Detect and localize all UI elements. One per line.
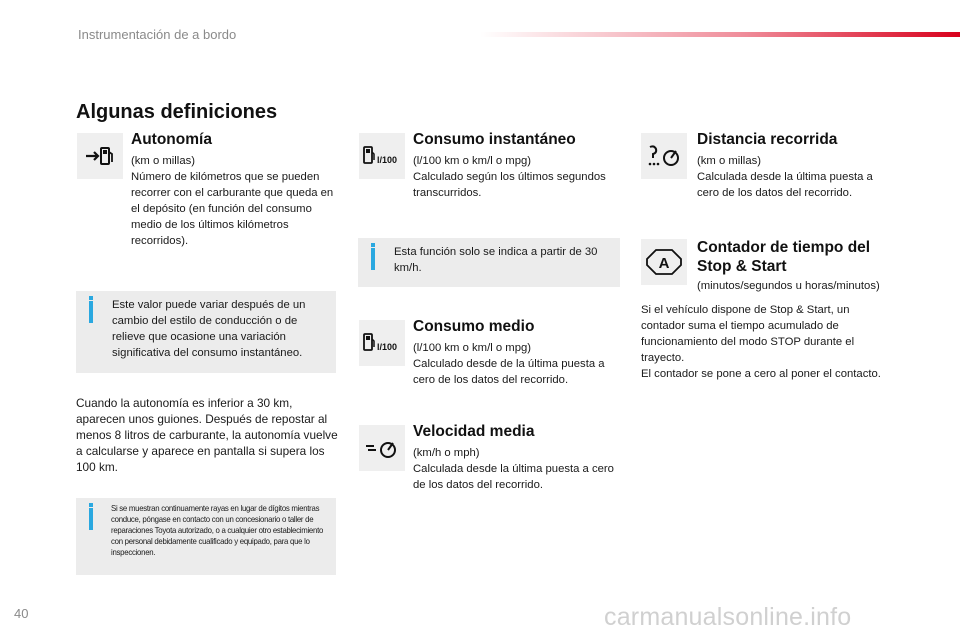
header-accent-line [480, 32, 960, 37]
warning-note [76, 498, 336, 575]
page-title: Algunas definiciones [76, 101, 278, 123]
range-icon [77, 133, 123, 179]
watermark: carmanualsonline.info [604, 603, 852, 631]
page-number: 40 [14, 606, 29, 621]
note-text: Si se muestran continuamente rayas en lugar de dígitos mientras conduce, póngase en contacto con un concesionario o taller de reparaciones Toyota autorizado, o a cualquier otro establecimiento con personal debidamente cualificado y equipado, para que lo inspeccionen. [111, 503, 324, 557]
instant-consumption-icon [359, 133, 405, 179]
header-section-title: Instrumentación de a bordo [78, 27, 237, 42]
note-text: Este valor puede variar después de un cambio del estilo de conducción o de relieve que ocasione una variación significativa del consumo instantáneo. [112, 299, 306, 359]
average-consumption-icon [359, 320, 405, 366]
autonomia-title: Autonomía [131, 131, 212, 148]
distancia-body: (km o millas) Calculada desde la última puesta a cero de los datos del recorrido. [697, 155, 873, 199]
info-note [76, 291, 336, 373]
consumo-medio-title: Consumo medio [413, 318, 535, 335]
svg-text:l/100: l/100 [377, 155, 398, 165]
velocidad-media-body: (km/h o mph) Calculada desde la última puesta a cero de los datos del recorrido. [413, 447, 614, 491]
contador-units: (minutos/segundos u horas/minutos) [697, 280, 880, 292]
autonomia-body: (km o millas) Número de kilómetros que se pueden recorrer con el carburante que queda en el depósito (en función del consumo medio de los últimos kilómetros recorridos). [131, 155, 334, 247]
autonomia-paragraph: Cuando la autonomía es inferior a 30 km, aparecen unos guiones. Después de repostar al menos 8 litros de carburante, la autonomía vuelve a calcularse y aparece en pantalla si supera los 100 km. [76, 396, 338, 474]
distance-icon [641, 133, 687, 179]
info-icon [89, 296, 93, 300]
info-icon [371, 243, 375, 247]
consumo-medio-body: (l/100 km o km/l o mpg) Calculado desde de la última puesta a cero de los datos del recorrido. [413, 342, 605, 386]
contador-title: Contador de tiempo del Stop & Start [697, 239, 871, 275]
svg-text:A: A [658, 255, 670, 272]
average-speed-icon [359, 425, 405, 471]
stop-start-icon [641, 239, 687, 285]
velocidad-media-title: Velocidad media [413, 423, 535, 440]
distancia-title: Distancia recorrida [697, 131, 838, 148]
info-note [358, 238, 620, 287]
consumo-instantaneo-title: Consumo instantáneo [413, 131, 576, 148]
svg-text:l/100: l/100 [377, 342, 398, 352]
consumo-instantaneo-body: (l/100 km o km/l o mpg) Calculado según los últimos segundos transcurridos. [413, 155, 606, 199]
info-icon [89, 503, 93, 507]
contador-body: Si el vehículo dispone de Stop & Start, un contador suma el tiempo acumulado de funcionamiento del modo STOP durante el trayecto. El contador se pone a cero al poner el contacto. [641, 304, 881, 380]
note-text: Esta función solo se indica a partir de 30 km/h. [394, 246, 598, 274]
